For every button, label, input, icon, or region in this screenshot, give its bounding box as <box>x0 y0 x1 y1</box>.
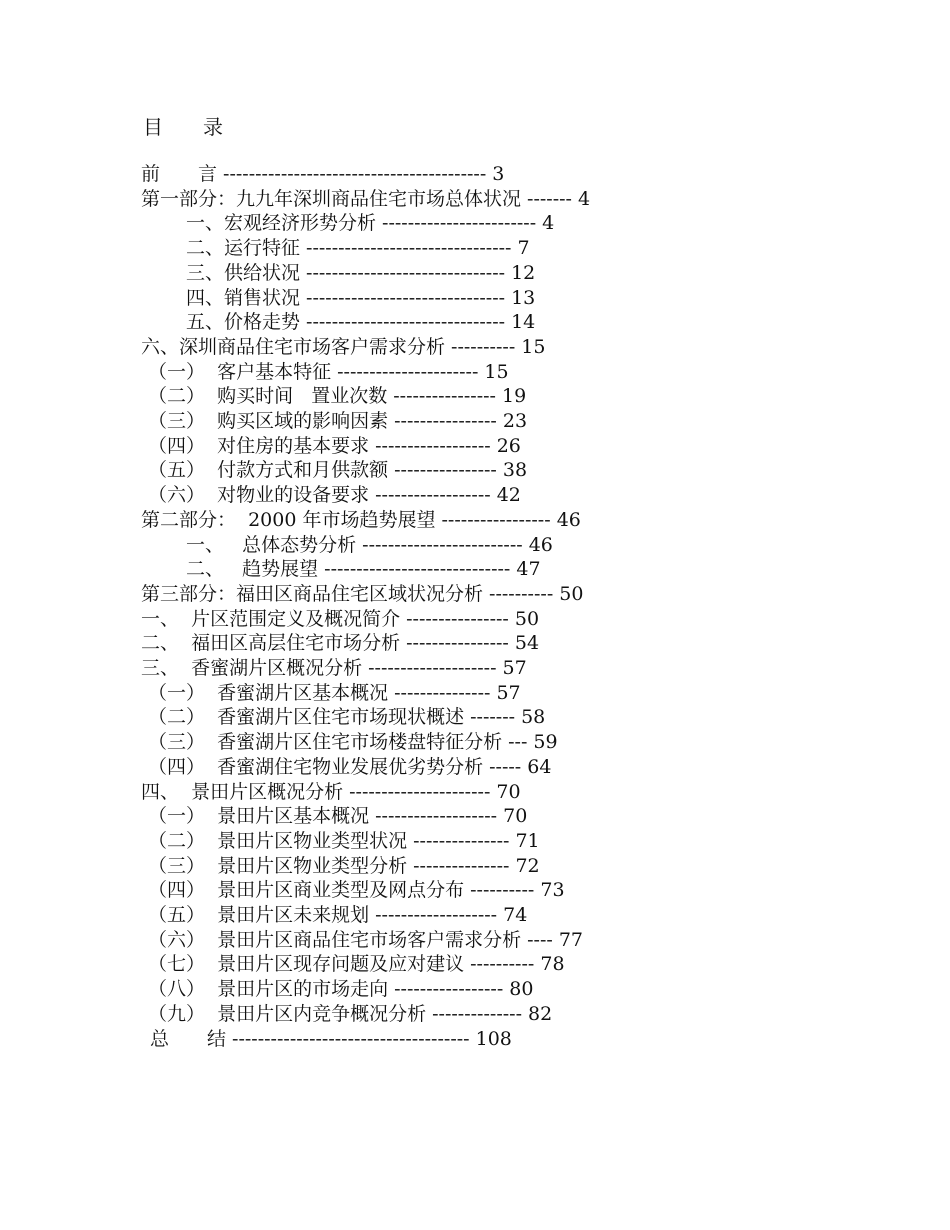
toc-entry[interactable]: （四） 对住房的基本要求 ------------------ 26 <box>148 434 521 457</box>
toc-entry[interactable]: 五、价格走势 ------------------------------- 14 <box>186 311 536 334</box>
toc-entry[interactable]: （二） 景田片区物业类型状况 --------------- 71 <box>148 829 540 852</box>
toc-entry[interactable]: （三） 景田片区物业类型分析 --------------- 72 <box>148 854 540 877</box>
toc-entry-preface[interactable]: 前 言 ----------------------------------------- 3 <box>141 163 505 185</box>
toc-entry[interactable]: 一、 总体态势分析 ------------------------- 46 <box>186 533 553 556</box>
toc-entry[interactable]: 一、宏观经济形势分析 ------------------------ 4 <box>186 212 555 235</box>
toc-entry[interactable]: （一） 香蜜湖片区基本概况 --------------- 57 <box>148 681 521 704</box>
toc-entry-part-3[interactable]: 第三部分：福田区商品住宅区域状况分析 ---------- 50 <box>141 582 584 605</box>
toc-entry[interactable]: （四） 香蜜湖住宅物业发展优劣势分析 ----- 64 <box>148 755 552 778</box>
toc-entry[interactable]: （一） 景田片区基本概况 ------------------- 70 <box>148 805 528 828</box>
toc-entry[interactable]: 一、 片区范围定义及概况简介 ---------------- 50 <box>141 607 540 630</box>
toc-entry[interactable]: （六） 景田片区商品住宅市场客户需求分析 ---- 77 <box>148 928 584 951</box>
toc-entry-summary[interactable]: 总 结 ------------------------------------- 108 <box>150 1027 512 1050</box>
toc-entry[interactable]: （二） 香蜜湖片区住宅市场现状概述 ------- 58 <box>148 706 546 729</box>
toc-entry[interactable]: 三、 香蜜湖片区概况分析 -------------------- 57 <box>141 657 527 679</box>
toc-entry[interactable]: （五） 付款方式和月供款额 ---------------- 38 <box>148 459 528 482</box>
toc-entry[interactable]: 三、供给状况 ------------------------------- 12 <box>186 261 536 284</box>
toc-entry[interactable]: （三） 购买区域的影响因素 ---------------- 23 <box>148 410 528 432</box>
toc-entry[interactable]: 四、销售状况 ------------------------------- 13 <box>186 286 536 309</box>
toc-entry[interactable]: （一） 客户基本特征 ---------------------- 15 <box>148 360 509 383</box>
toc-entry[interactable]: 二、 趋势展望 ----------------------------- 47 <box>186 558 541 581</box>
toc-entry[interactable]: （二） 购买时间 置业次数 ---------------- 19 <box>148 385 527 408</box>
toc-entry[interactable]: （四） 景田片区商业类型及网点分布 ---------- 73 <box>148 879 565 902</box>
toc-entry[interactable]: （五） 景田片区未来规划 ------------------- 74 <box>148 904 528 926</box>
toc-entry[interactable]: （六） 对物业的设备要求 ------------------ 42 <box>148 484 521 507</box>
toc-entry-part-1[interactable]: 第一部分：九九年深圳商品住宅市场总体状况 ------- 4 <box>141 187 591 210</box>
toc-title: 目 录 <box>143 115 223 139</box>
toc-entry-part-2[interactable]: 第二部分： 2000 年市场趋势展望 ----------------- 46 <box>141 508 581 531</box>
toc-entry[interactable]: （八） 景田片区的市场走向 ----------------- 80 <box>148 978 534 1001</box>
toc-entry[interactable]: 二、 福田区高层住宅市场分析 ---------------- 54 <box>141 632 540 655</box>
toc-entry[interactable]: （九） 景田片区内竞争概况分析 -------------- 82 <box>148 1002 553 1025</box>
toc-entry[interactable]: 二、运行特征 -------------------------------- 7 <box>186 237 530 260</box>
toc-entry[interactable]: 四、 景田片区概况分析 ---------------------- 70 <box>141 780 521 803</box>
toc-entry[interactable]: （三） 香蜜湖片区住宅市场楼盘特征分析 --- 59 <box>148 731 558 754</box>
toc-entry[interactable]: 六、深圳商品住宅市场客户需求分析 ---------- 15 <box>141 335 546 358</box>
toc-entry[interactable]: （七） 景田片区现存问题及应对建议 ---------- 78 <box>148 953 565 976</box>
